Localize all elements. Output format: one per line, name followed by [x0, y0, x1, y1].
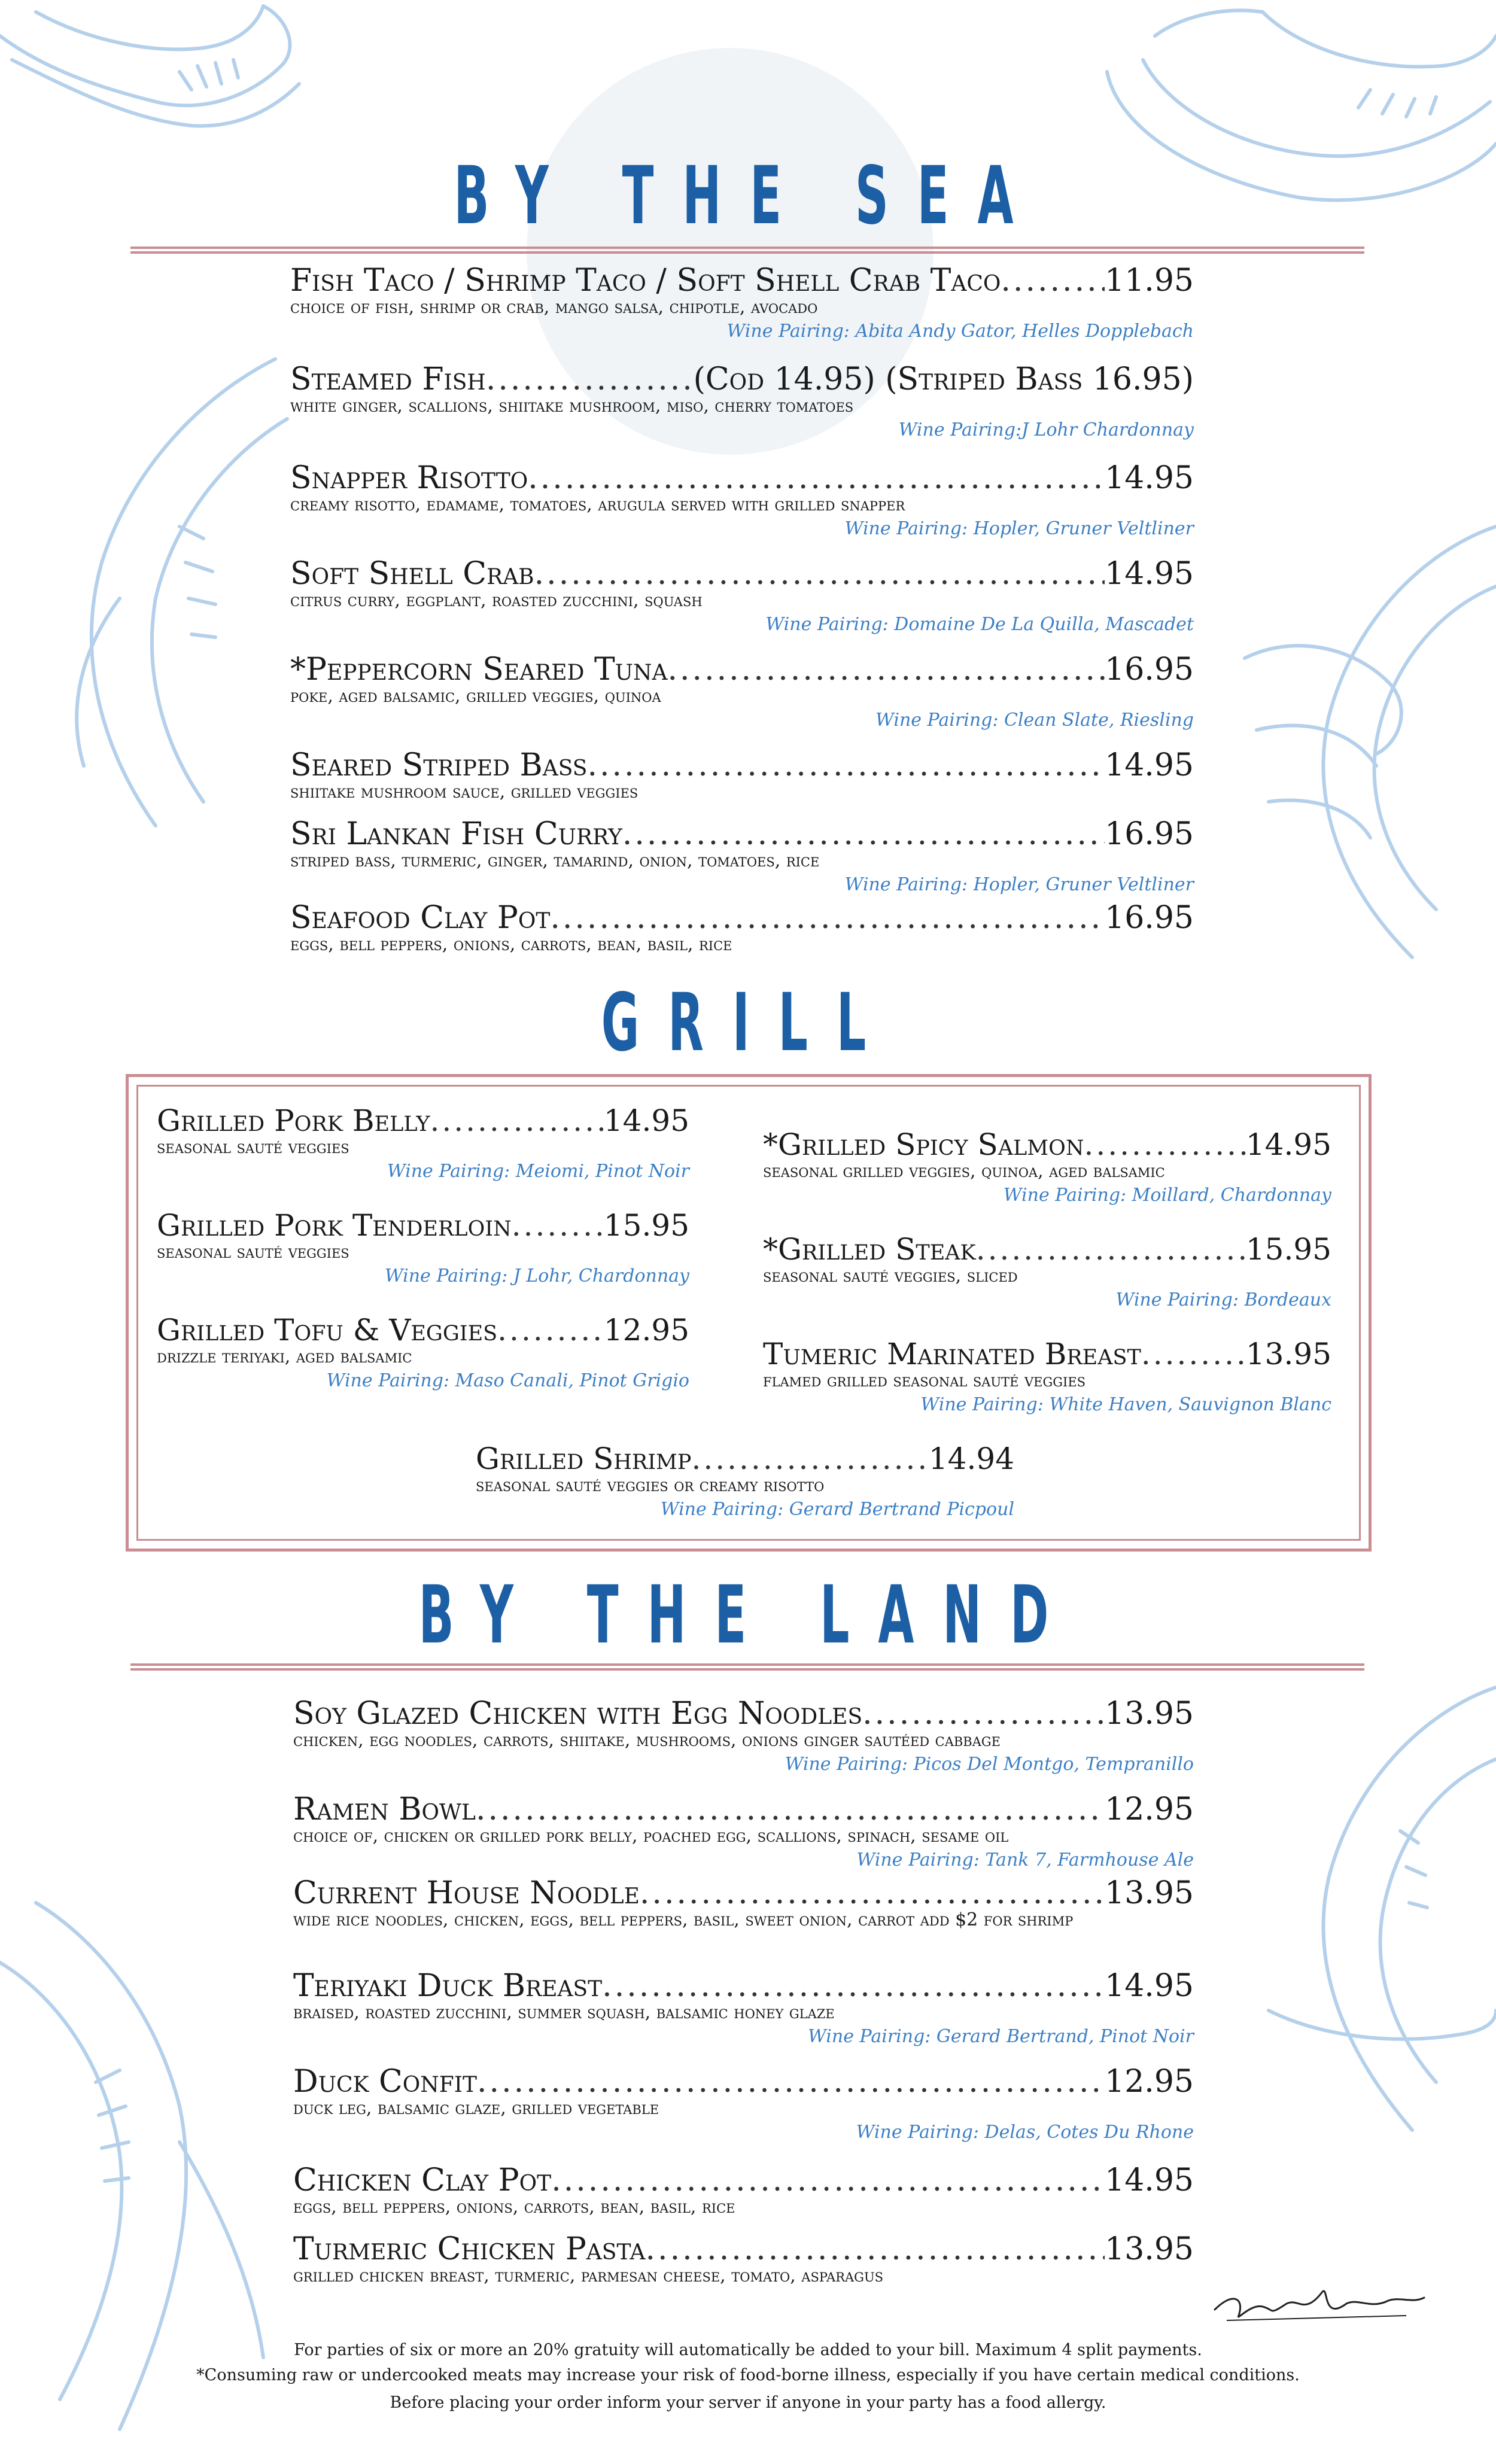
menu-item-price: 13.95	[1105, 2232, 1194, 2267]
wine-pairing: Wine Pairing: Abita Andy Gator, Helles Dopplebach	[726, 321, 1194, 342]
menu-item-description: chicken, egg noodles, carrots, shiitake, mushrooms, onions ginger sautéed cabbage	[293, 1730, 1001, 1751]
menu-item-line	[290, 556, 1194, 591]
menu-item-line	[290, 461, 1194, 495]
dot-leader	[497, 1313, 604, 1347]
section-title-grill: GRILL	[601, 977, 895, 1070]
dot-leader	[430, 1104, 603, 1137]
wine-pairing: Wine Pairing: Tank 7, Farmhouse Ale	[856, 1849, 1194, 1870]
menu-item-name: Soft Shell Crab	[290, 556, 534, 591]
menu-item	[293, 2232, 1194, 2286]
menu-item-line	[763, 1233, 1331, 1266]
menu-item	[290, 461, 1194, 541]
menu-item-name: Grilled Pork Belly	[157, 1104, 430, 1137]
menu-item-name: *Grilled Spicy Salmon	[763, 1128, 1084, 1161]
menu-item	[293, 1876, 1194, 1930]
menu-item	[290, 817, 1194, 897]
menu-item-price: 14.95	[1105, 2163, 1194, 2198]
menu-item	[290, 362, 1194, 442]
menu-item-name: *Grilled Steak	[763, 1233, 976, 1266]
menu-item-description: seasonal sauté veggies	[157, 1242, 349, 1263]
dot-leader	[640, 1876, 1105, 1911]
menu-item-line	[476, 1442, 1014, 1476]
menu-item-line	[293, 1696, 1194, 1731]
menu-item	[157, 1209, 689, 1288]
menu-item	[763, 1337, 1331, 1417]
dot-leader	[622, 817, 1105, 851]
dot-leader	[976, 1233, 1246, 1266]
menu-item-price: 12.95	[1105, 1792, 1194, 1827]
menu-item	[290, 901, 1194, 954]
menu-item-description: wide rice noodles, chicken, eggs, bell peppers, basil, sweet onion, carrot add $2 for shrimp	[293, 1909, 1074, 1930]
menu-item-line	[293, 2232, 1194, 2267]
menu-item-description: eggs, bell peppers, onions, carrots, bean, basil, rice	[290, 934, 732, 955]
oyster-illustration-right	[1221, 515, 1496, 969]
menu-item	[763, 1233, 1331, 1312]
menu-item-name: Sri Lankan Fish Curry	[290, 817, 622, 851]
section-title-by-the-sea: BY THE SEA	[454, 150, 1042, 243]
menu-item-name: Turmeric Chicken Pasta	[293, 2232, 646, 2267]
menu-item-name: Grilled Shrimp	[476, 1442, 692, 1476]
menu-item-price: 15.95	[603, 1209, 689, 1242]
menu-item-price: 13.95	[1105, 1876, 1194, 1911]
menu-item-description: choice of, chicken or grilled pork belly, poached egg, scallions, spinach, sesame oil	[293, 1826, 1009, 1847]
menu-item-price: (Cod 14.95) (Striped Bass 16.95)	[693, 362, 1194, 397]
section-title-by-the-land: BY THE LAND	[418, 1569, 1078, 1662]
menu-item-description: seasonal grilled veggies, quinoa, aged balsamic	[763, 1161, 1165, 1182]
menu-item-line	[293, 2163, 1194, 2198]
menu-item	[290, 748, 1194, 802]
menu-item-description: eggs, bell peppers, onions, carrots, bean, basil, rice	[293, 2197, 735, 2217]
menu-item-price: 12.95	[603, 1313, 689, 1347]
menu-item-line	[290, 901, 1194, 935]
menu-item-line	[293, 1876, 1194, 1911]
dot-leader	[862, 1696, 1105, 1731]
dot-leader	[1001, 263, 1105, 298]
oyster-illustration-left	[48, 347, 299, 838]
menu-item-line	[763, 1337, 1331, 1371]
menu-item-name: Tumeric Marinated Breast	[763, 1337, 1141, 1371]
wine-pairing: Wine Pairing: White Haven, Sauvignon Blanc	[920, 1394, 1331, 1415]
dot-leader	[668, 652, 1105, 687]
dot-leader	[528, 461, 1105, 495]
menu-item-line	[763, 1128, 1331, 1161]
menu-item-name: Seared Striped Bass	[290, 748, 588, 783]
menu-item-name: Duck Confit	[293, 2064, 478, 2099]
menu-item-line	[290, 263, 1194, 298]
menu-item-description: striped bass, turmeric, ginger, tamarind, onion, tomatoes, rice	[290, 850, 820, 871]
menu-item-name: Fish Taco / Shrimp Taco / Soft Shell Crab Taco	[290, 263, 1001, 298]
menu-item-line	[157, 1209, 689, 1242]
menu-item-line	[290, 817, 1194, 851]
menu-item-description: grilled chicken breast, turmeric, parmesan cheese, tomato, asparagus	[293, 2265, 884, 2286]
menu-item-name: Current House Noodle	[293, 1876, 640, 1911]
menu-item-description: poke, aged balsamic, grilled veggies, quinoa	[290, 686, 661, 707]
wine-pairing: Wine Pairing: Hopler, Gruner Veltliner	[844, 518, 1194, 539]
menu-item-price: 12.95	[1105, 2064, 1194, 2099]
menu-item-line	[157, 1104, 689, 1137]
menu-item-line	[293, 1969, 1194, 2003]
menu-item-name: Snapper Risotto	[290, 461, 528, 495]
menu-item-price: 15.95	[1245, 1233, 1331, 1266]
footer-raw-food-warning: *Consuming raw or undercooked meats may increase your risk of food-borne illness, especially if you have certain medical conditions.	[196, 2366, 1300, 2384]
wine-pairing: Wine Pairing:J Lohr Chardonnay	[898, 419, 1194, 440]
dot-leader	[646, 2232, 1105, 2267]
menu-item-description: citrus curry, eggplant, roasted zucchini, squash	[290, 590, 703, 611]
menu-item-price: 14.95	[1245, 1128, 1331, 1161]
menu-item-price: 13.95	[1105, 1696, 1194, 1731]
menu-item-description: drizzle teriyaki, aged balsamic	[157, 1346, 412, 1367]
section-divider-sea	[130, 247, 1364, 254]
menu-item-price: 14.95	[1105, 461, 1194, 495]
menu-item	[290, 652, 1194, 732]
menu-item-line	[290, 362, 1194, 397]
menu-item-name: Ramen Bowl	[293, 1792, 476, 1827]
section-divider-land	[130, 1663, 1364, 1671]
dot-leader	[1084, 1128, 1245, 1161]
wine-pairing: Wine Pairing: Meiomi, Pinot Noir	[387, 1161, 689, 1182]
menu-item-price: 16.95	[1105, 817, 1194, 851]
dot-leader	[587, 748, 1105, 783]
menu-item-price: 14.95	[1105, 556, 1194, 591]
menu-item-price: 16.95	[1105, 901, 1194, 935]
wine-pairing: Wine Pairing: Bordeaux	[1115, 1289, 1331, 1310]
menu-item	[293, 2163, 1194, 2217]
menu-item-description: seasonal sauté veggies	[157, 1137, 349, 1158]
menu-item-name: Steamed Fish	[290, 362, 486, 397]
menu-item-name: Grilled Tofu & Veggies	[157, 1313, 498, 1347]
wine-pairing: Wine Pairing: Delas, Cotes Du Rhone	[856, 2122, 1194, 2143]
menu-item	[293, 2064, 1194, 2144]
menu-item-description: seasonal sauté veggies, sliced	[763, 1266, 1018, 1286]
menu-item-price: 14.95	[1105, 1969, 1194, 2003]
dot-leader	[602, 1969, 1105, 2003]
menu-item-price: 13.95	[1245, 1337, 1331, 1371]
menu-item-name: *Peppercorn Seared Tuna	[290, 652, 668, 687]
menu-item-line	[293, 1792, 1194, 1827]
menu-item	[476, 1442, 1014, 1522]
menu-item-line	[290, 748, 1194, 783]
menu-item-description: creamy risotto, edamame, tomatoes, arugula served with grilled snapper	[290, 494, 905, 515]
menu-item-line	[290, 652, 1194, 687]
menu-item-description: flamed grilled seasonal sauté veggies	[763, 1370, 1086, 1391]
menu-item-name: Seafood Clay Pot	[290, 901, 551, 935]
menu-item	[293, 1696, 1194, 1776]
menu-item-description: white ginger, scallions, shiitake mushroom, miso, cherry tomatoes	[290, 396, 854, 416]
wine-pairing: Wine Pairing: Clean Slate, Riesling	[875, 710, 1194, 731]
menu-item-name: Soy Glazed Chicken with Egg Noodles	[293, 1696, 863, 1731]
dot-leader	[691, 1442, 928, 1476]
wine-pairing: Wine Pairing: Picos Del Montgo, Tempranillo	[785, 1754, 1194, 1775]
menu-item	[157, 1313, 689, 1393]
footer-allergy-note: Before placing your order inform your server if anyone in your party has a food allergy.	[390, 2393, 1106, 2412]
dot-leader	[512, 1209, 604, 1242]
menu-item-name: Grilled Pork Tenderloin	[157, 1209, 512, 1242]
dot-leader	[1141, 1337, 1246, 1371]
menu-item-description: braised, roasted zucchini, summer squash, balsamic honey glaze	[293, 2002, 835, 2023]
dot-leader	[476, 1792, 1105, 1827]
menu-item-price: 16.95	[1105, 652, 1194, 687]
menu-item-name: Chicken Clay Pot	[293, 2163, 552, 2198]
dot-leader	[486, 362, 694, 397]
wine-pairing: Wine Pairing: Gerard Bertrand, Pinot Noir	[808, 2026, 1194, 2047]
menu-item	[290, 556, 1194, 637]
menu-item-line	[293, 2064, 1194, 2099]
menu-item-description: choice of fish, shrimp or crab, mango salsa, chipotle, avocado	[290, 297, 818, 318]
menu-item-price: 14.95	[1105, 748, 1194, 783]
menu-item	[293, 1969, 1194, 2049]
wine-pairing: Wine Pairing: J Lohr, Chardonnay	[384, 1266, 689, 1286]
menu-item-line	[157, 1313, 689, 1347]
menu-item-price: 11.95	[1105, 263, 1194, 298]
footer-gratuity-note: For parties of six or more an 20% gratuity will automatically be added to your bill. Maximum 4 split payments.	[294, 2341, 1202, 2359]
menu-item-description: shiitake mushroom sauce, grilled veggies	[290, 781, 638, 802]
menu-item-name: Teriyaki Duck Breast	[293, 1969, 603, 2003]
wine-pairing: Wine Pairing: Hopler, Gruner Veltliner	[844, 874, 1194, 895]
dot-leader	[477, 2064, 1105, 2099]
menu-item	[290, 263, 1194, 343]
oyster-illustration-bottom-right	[1257, 1675, 1496, 2154]
menu-item-price: 14.95	[603, 1104, 689, 1137]
menu-item-price: 14.94	[928, 1442, 1014, 1476]
dot-leader	[551, 2163, 1105, 2198]
wine-pairing: Wine Pairing: Gerard Bertrand Picpoul	[660, 1499, 1014, 1520]
menu-item-description: seasonal sauté veggies or creamy risotto	[476, 1475, 825, 1496]
signature-scribble	[1209, 2274, 1430, 2328]
wine-pairing: Wine Pairing: Maso Canali, Pinot Grigio	[326, 1370, 689, 1391]
menu-item-description: duck leg, balsamic glaze, grilled vegetable	[293, 2098, 659, 2119]
menu-item	[157, 1104, 689, 1184]
menu-item	[763, 1128, 1331, 1207]
dot-leader	[550, 901, 1105, 935]
menu-item	[293, 1792, 1194, 1872]
wine-pairing: Wine Pairing: Moillard, Chardonnay	[1003, 1185, 1331, 1206]
dot-leader	[534, 556, 1105, 591]
wine-pairing: Wine Pairing: Domaine De La Quilla, Mascadet	[765, 614, 1194, 635]
